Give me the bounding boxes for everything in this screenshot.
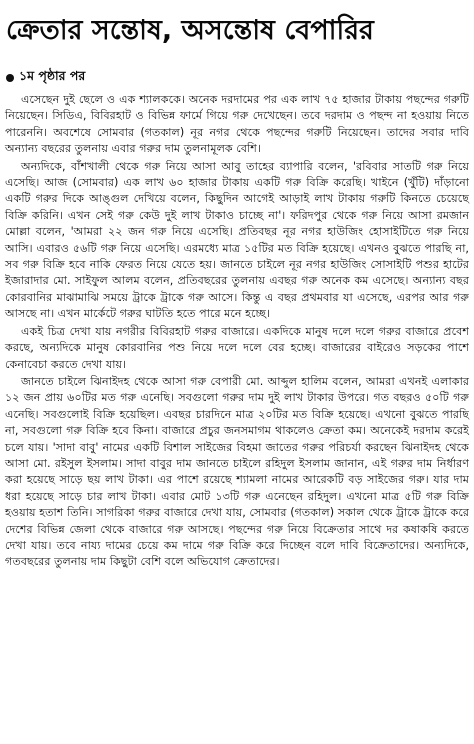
paragraph-3: একই চিত্র দেখা যায় নগরীর বিবিরহাট গরুর বাজারে। একদিকে মানুষ দলে দলে গরুর বাজারে প্রবেশ করছে, অন্যদিকে মানুষ কোরবানির পশু নিয়ে দলে দলে বের হচ্ছে। বাজারের বাইরেও সড়কের পাশে কেনাবেচা করতে দেখা যায়। [5, 324, 469, 371]
article-body [5, 92, 469, 571]
continued-from-line [6, 68, 85, 88]
continued-from-label: ১ম পৃষ্ঠার পর [19, 68, 86, 83]
headline: ক্রেতার সন্তোষ, অসন্তোষ বেপারির [6, 15, 374, 46]
paragraph-2: অন্যদিকে, বাঁশখালী থেকে গরু নিয়ে আসা আবু তাহের ব্যাপারি বলেন, 'রবিবার সাতটি গরু নিয়ে এসেছি। আজ (সোমবার) এক লাখ ৬০ হাজার টাকায় একটি গরু বিক্রি করেছি। খাইনে (খুঁটি) দাঁড়ানো একটি গরুর দিকে আঙ্গুল দেখিয়ে বলেন, কিছুদিন আগেই আড়াই লাখ টাকায় গরুটি কিনতে চেয়েছে বিক্রি করিনি। এখন সেই গরু কেউ দুই লাখ টাকাও চাচ্ছে না'। ফরিদপুর থেকে গরু নিয়ে আসা রমজান মোল্লা বলেন, 'আমরা ২২ জন গরু নিয়ে এসেছি। প্রতিবছর নূর নগর হাউজিং হোসাইটিতে গরু নিয়ে আসি। এবারও ৫৬টি গরু নিয়ে এসেছি। এরমধ্যে মাত্র ১৫টির মত বিক্রি হয়েছে। এখনও বুঝতে পারছি না, সব গরু বিক্রি হবে নাকি ফেরত নিয়ে যেতে হয়। জানতে চাইলে নূর নগর হাউজিং সোসাইটি পশুর হাটের ইজারাদার মো. সাইফুল আলম বলেন, প্রতিবছরের তুলনায় এবছর গরু অনেক কম এসেছে। অন্যান্য বছর কোরবানির মাঝামাঝি সময়ে ট্রাকে ট্রাকে গরু আসে। কিন্তু এ বছর প্রথমবার যা এসেছে, এরপর আর গরু আসছে না। এখন মার্কেটে গরুর ঘাটতি হতে পারে মনে হচ্ছে। [5, 159, 469, 321]
bullet-icon [6, 74, 14, 82]
paragraph-4: জানতে চাইলে ঝিনাইদহ থেকে আসা গরু বেপারী মো. আব্দুল হালিম বলেন, আমরা এখনই এলাকার ১২ জন প্রায় ৬০টির মত গরু এনেছি। সবগুলো গরুর দাম দুই লাখ টাকার উপরে। গত বছরও ৫০টি গরু এনেছি। সবগুলোই বিক্রি হয়েছিল। এবছর চারদিনে মাত্র ২০টির মত বিক্রি হয়েছে। এখনো বুঝতে পারছি না, সবগুলো গরু বিক্রি হবে কিনা। বাজারে প্রচুর জনসমাগম থাকলেও ক্রেতা কম। অনেকেই দরদাম করেই চলে যায়। 'সাদা বাবু' নামের একটি বিশাল সাইজের বিহমা জাতের গরুর পরিচর্যা করছেন ঝিনাইদহ থেকে আসা মো. রইসুল ইসলাম। সাদা বাবুর দাম জানতে চাইলে রহিদুল ইসলাম জানান, এই গরুর দাম নির্ধারণ করা হয়েছে সাড়ে ছয় লাখ টাকা। এর পাশে রয়েছে শ্যামলা নামের আরেকটি বড় সাইজের গরু। যার দাম ধরা হয়েছে সাড়ে চার লাখ টাকা। এবার মোট ১৩টি গরু এনেছেন রহিদুল। এখনো মাত্র ৫টি গরু বিক্রি হওয়ায় হতাশ তিনি। সাগরিকা গরুর বাজারে দেখা যায়, সোমবার (গতকাল) সকাল থেকে ট্রাকে ট্রাকে করে দেশের বিভিন্ন জেলা থেকে বাজারে গরু আসছে। পছন্দের গরু নিয়ে বিক্রেতার সাথে দর কষাকষি করতে দেখা যায়। তবে নায্য দামের চেয়ে কম দামে গরু বিক্রি করে দিচ্ছেন বলে দাবি বিক্রেতাদের। অন্যদিকে, গতবছরের তুলনায় দাম কিছুটা বেশি বলে অভিযোগ ক্রেতাদের। [5, 374, 469, 569]
paragraph-1: এসেছেন দুই ছেলে ও এক শ্যালককে। অনেক দরদামের পর এক লাখ ৭৫ হাজার টাকায় পছন্দের গরুটি নিয়েছেন। সিডিএ, বিবিরহাট ও বিভিন্ন ফার্মে গিয়ে গরু দেখেছেন। তবে দরদাম ও পছন্দ না হওয়ায় নিতে পারেননি। অবশেষে সোমবার (গতকাল) নূর নগর থেকে পছন্দের গরুটি নিয়েছেন। তাদের সবার দাবি অন্যান্য বছরের তুলনায় এবার গরুর দাম তুলনামূলক বেশি। [5, 93, 469, 156]
